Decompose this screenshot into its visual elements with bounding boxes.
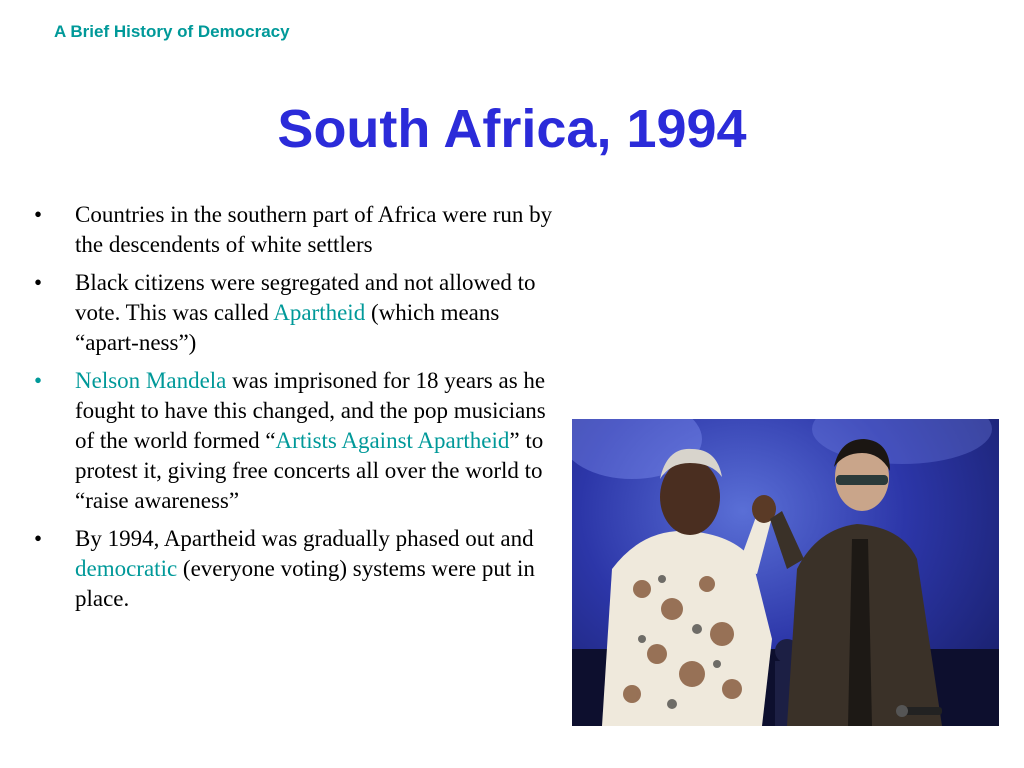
slide-title: South Africa, 1994	[277, 99, 747, 159]
bullet-text: Countries in the southern part of Africa were run by the descendents of white settlers	[75, 202, 553, 257]
bullet-marker: •	[34, 526, 43, 551]
concert-photo	[572, 419, 999, 726]
bullet-marker: •	[34, 368, 43, 393]
bullet-text: Black citizens were segregated and not allowed to vote. This was called	[75, 270, 536, 325]
bullet-item	[34, 524, 559, 614]
presentation-header: A Brief History of Democracy	[54, 22, 290, 41]
bullet-text: (everyone voting) systems were put in place.	[75, 556, 535, 611]
bullet-item	[34, 200, 559, 260]
bullet-text: ” to protest it, giving free concerts all over the world to “raise awareness”	[75, 428, 544, 513]
bullet-item	[34, 268, 559, 358]
concert-photo-illustration	[572, 419, 999, 726]
highlight-artists-against-apartheid: Artists Against Apartheid	[275, 428, 510, 453]
bullet-list	[34, 200, 559, 622]
bullet-text: was imprisoned for 18 years as he fought to have this changed, and the pop musicians of the world formed “	[75, 368, 546, 453]
bullet-item	[34, 366, 559, 516]
bullet-marker: •	[34, 202, 43, 227]
highlight-apartheid: Apartheid	[273, 300, 366, 325]
highlight-nelson-mandela: Nelson Mandela	[75, 368, 227, 393]
highlight-democratic: democratic	[75, 556, 178, 581]
bullet-text: By 1994, Apartheid was gradually phased out and	[75, 526, 534, 551]
bullet-marker: •	[34, 270, 43, 295]
bullet-text: (which means “apart-ness”)	[75, 300, 500, 355]
